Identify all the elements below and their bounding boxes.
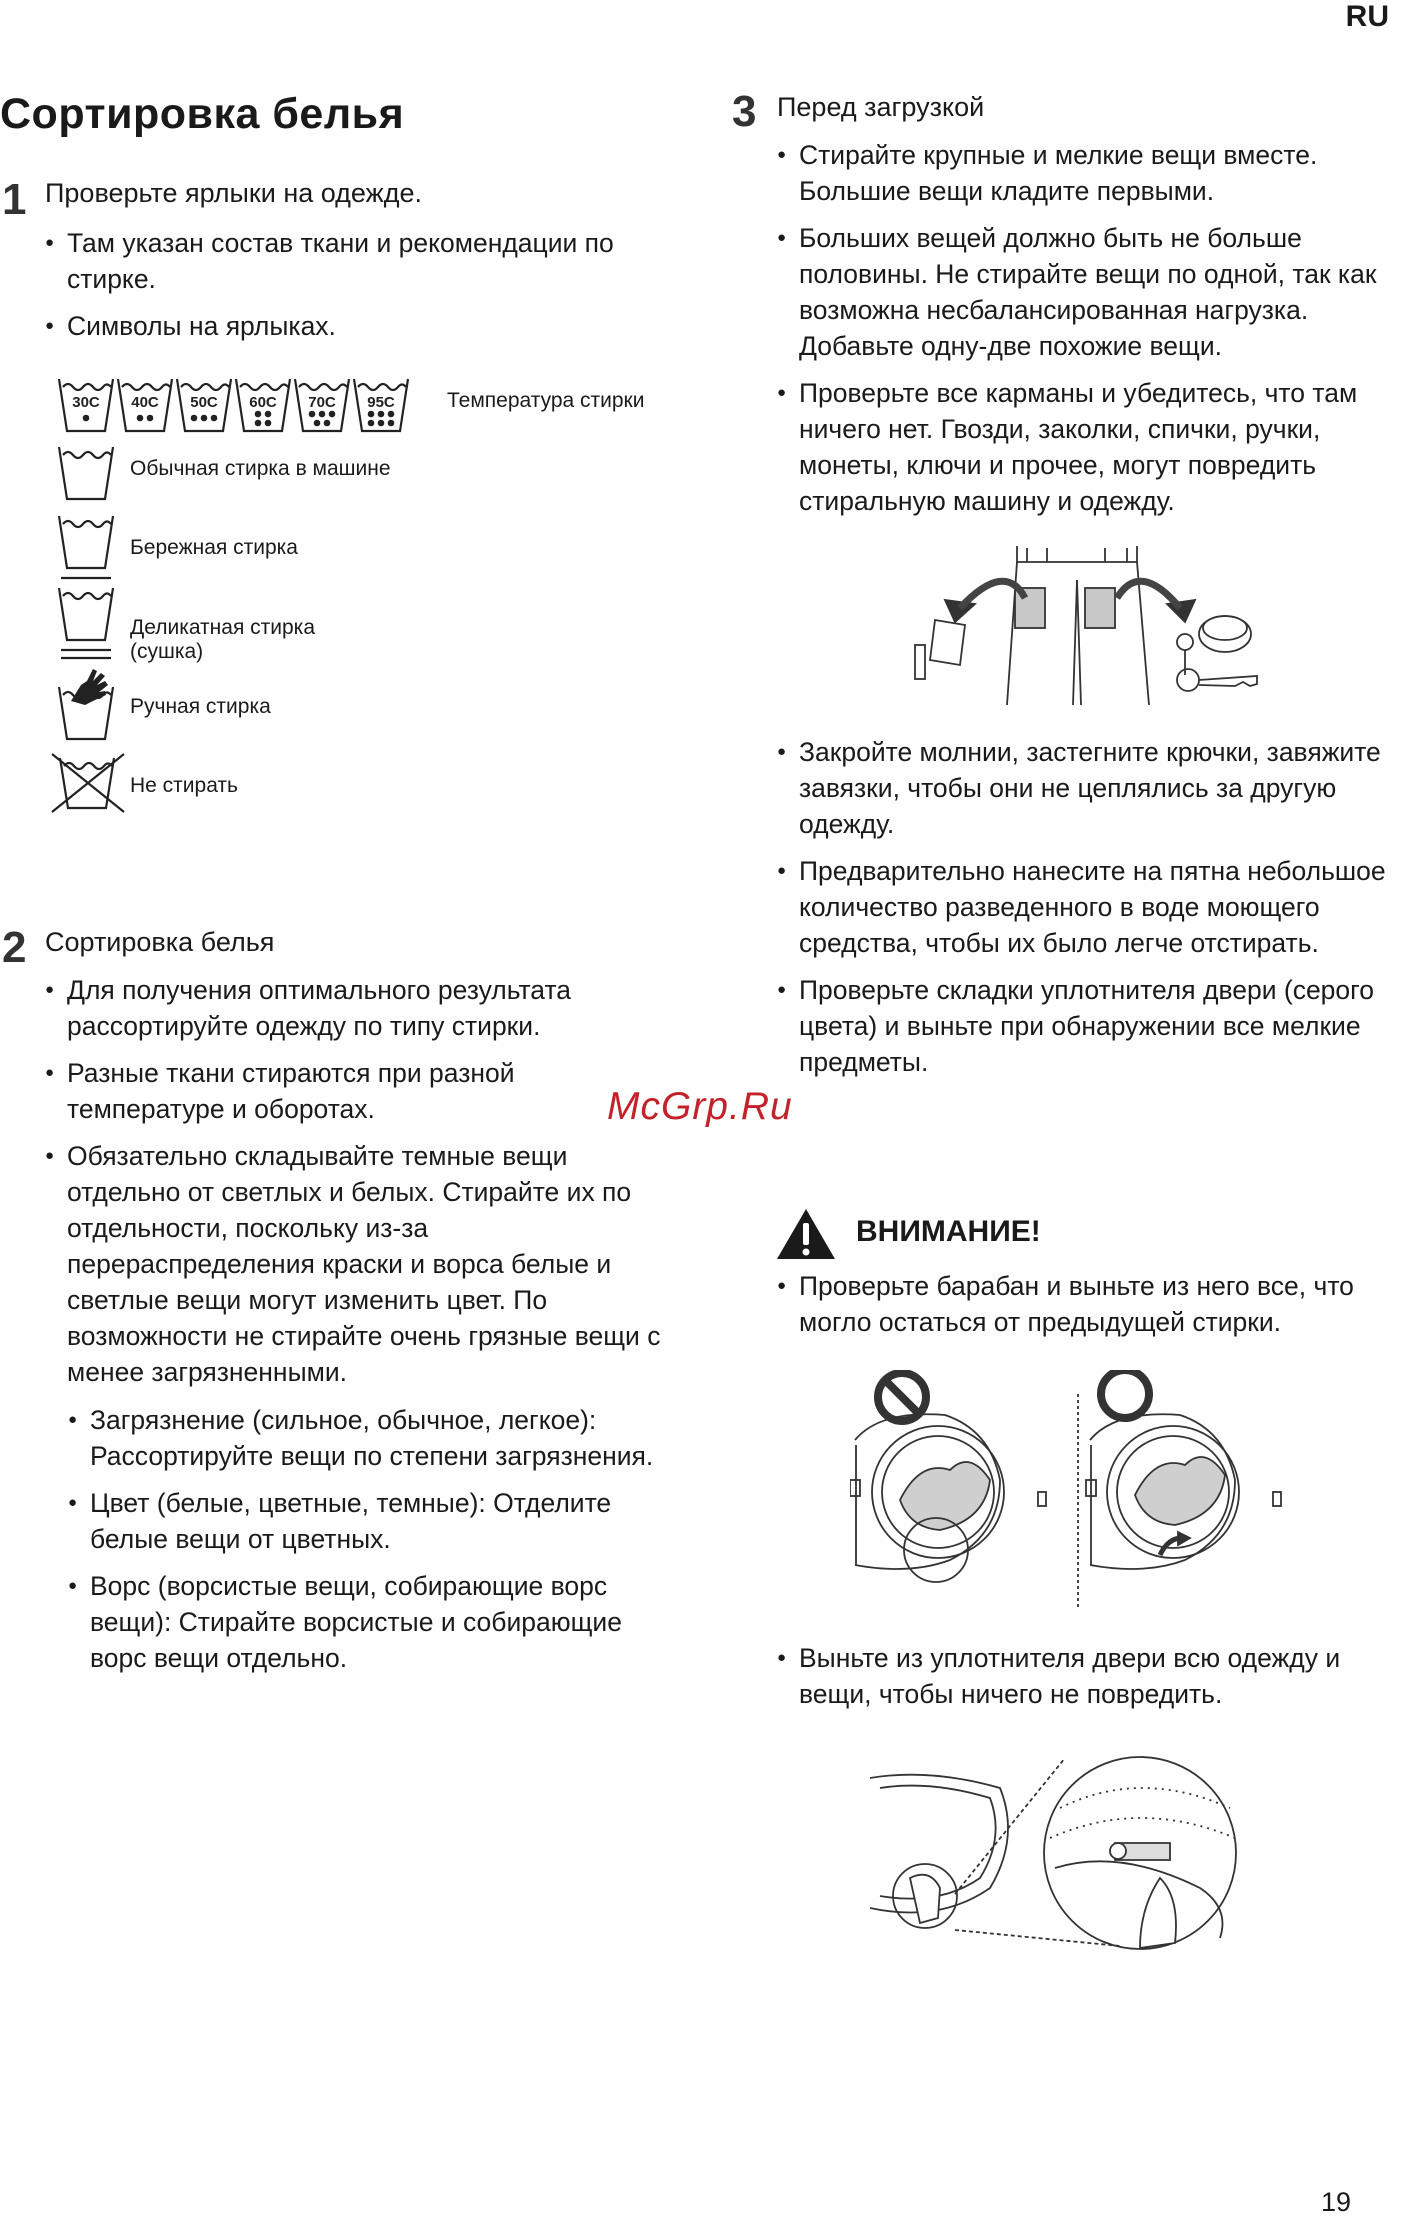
step-1-bullet-list [45, 225, 685, 355]
step-3-number: 3 [732, 87, 757, 136]
temp-label-2: 40C [131, 394, 159, 411]
warning-bullet-list-2 [777, 1640, 1397, 1723]
language-code: RU [1345, 0, 1389, 33]
step-3-title: Перед загрузкой [777, 92, 985, 122]
step-1-title: Проверьте ярлыки на одежде. [45, 178, 422, 208]
washtub-temperature-icons [57, 375, 417, 435]
step-3-bullet: ● Закройте молнии, застегните крючки, завяжите завязки, чтобы они не цеплялись за другую одежду. [777, 734, 1401, 842]
step-3-bullet: ● Больших вещей должно быть не больше половины. Не стирайте вещи по одной, так как возможна несбалансированная нагрузка. Добавьте одну-две похожие вещи. [777, 220, 1397, 364]
hand-wash-label: Ручная стирка [130, 695, 271, 718]
warning-icon [775, 1207, 837, 1266]
gentle-wash-icon [57, 512, 117, 589]
step-3-bullet: ● Предварительно нанесите на пятна небольшое количество разведенного в воде моющего средства, чтобы их было легче отстирать. [777, 853, 1401, 961]
step-2-bullet: ● Для получения оптимального результата рассортируйте одежду по типу стирки. [45, 972, 675, 1044]
delicate-wash-sublabel: (сушка) [130, 640, 204, 663]
do-not-wash-icon [50, 752, 126, 819]
temp-label-1: 30C [72, 394, 100, 411]
watermark: McGrp.Ru [607, 1085, 793, 1128]
drum-check-illustration [850, 1370, 1300, 1615]
temp-label-4: 60C [249, 394, 277, 411]
step-2-sub-bullet: ● Ворс (ворсистые вещи, собирающие ворс вещи): Стирайте ворсистые и собирающие ворс вещи отдельно. [68, 1568, 668, 1676]
delicate-wash-icon [57, 584, 117, 669]
step-1-bullet: ● Там указан состав ткани и рекомендации по стирке. [45, 225, 685, 297]
step-2-bullet: ● Разные ткани стираются при разной температуре и оборотах. [45, 1055, 675, 1127]
step-1-number: 1 [2, 175, 27, 224]
temperature-icons-row [57, 375, 417, 440]
temp-label-6: 95C [367, 394, 395, 411]
step-3-bullet-list-b [777, 734, 1401, 1091]
step-3-bullet-list-a [777, 137, 1397, 530]
step-3-bullet: ● Стирайте крупные и мелкие вещи вместе. Большие вещи кладите первыми. [777, 137, 1397, 209]
step-2-number: 2 [2, 923, 27, 972]
normal-wash-label: Обычная стирка в машине [130, 457, 391, 480]
warning-title: ВНИМАНИЕ! [856, 1215, 1041, 1248]
empty-pockets-illustration [905, 540, 1265, 710]
step-2-bullet: ● Обязательно складывайте темные вещи отдельно от светлых и белых. Стирайте их по отдельности, поскольку из-за перераспределения краски и ворса белые и светлые вещи могут изменить цвет. По возможности не стирайте очень грязные вещи с менее загрязненными. [45, 1138, 675, 1390]
step-1-bullet: ● Символы на ярлыках. [45, 308, 685, 344]
temp-label-5: 70C [308, 394, 336, 411]
step-2-bullet-list [45, 972, 675, 1401]
step-3-bullet: ● Проверьте складки уплотнителя двери (серого цвета) и выньте при обнаружении все мелкие предметы. [777, 972, 1401, 1080]
do-not-wash-label: Не стирать [130, 774, 238, 797]
step-2-sub-bullet: ● Цвет (белые, цветные, темные): Отделите белые вещи от цветных. [68, 1485, 668, 1557]
door-seal-illustration [870, 1748, 1260, 1963]
normal-wash-icon [57, 443, 117, 508]
warning-bullet: ● Проверьте барабан и выньте из него все, что могло остаться от предыдущей стирки. [777, 1268, 1397, 1340]
step-3-bullet: ● Проверьте все карманы и убедитесь, что там ничего нет. Гвозди, заколки, спички, ручки, монеты, ключи и прочее, могут повредить стиральную машину и одежду. [777, 375, 1397, 519]
step-2-sub-bullet: ● Загрязнение (сильное, обычное, легкое): Рассортируйте вещи по степени загрязнения. [68, 1402, 668, 1474]
step-2-sub-bullet-list [68, 1402, 668, 1687]
warning-bullet-list-1 [777, 1268, 1397, 1351]
temperature-label: Температура стирки [447, 389, 645, 412]
temp-label-3: 50C [190, 394, 218, 411]
step-2-title: Сортировка белья [45, 927, 275, 957]
warning-bullet: ● Выньте из уплотнителя двери всю одежду и вещи, чтобы ничего не повредить. [777, 1640, 1397, 1712]
page-number: 19 [1320, 2187, 1351, 2217]
delicate-wash-label: Деликатная стирка [130, 616, 316, 639]
gentle-wash-label: Бережная стирка [130, 536, 298, 559]
page-title: Сортировка белья [0, 90, 405, 138]
hand-wash-icon [57, 665, 119, 750]
